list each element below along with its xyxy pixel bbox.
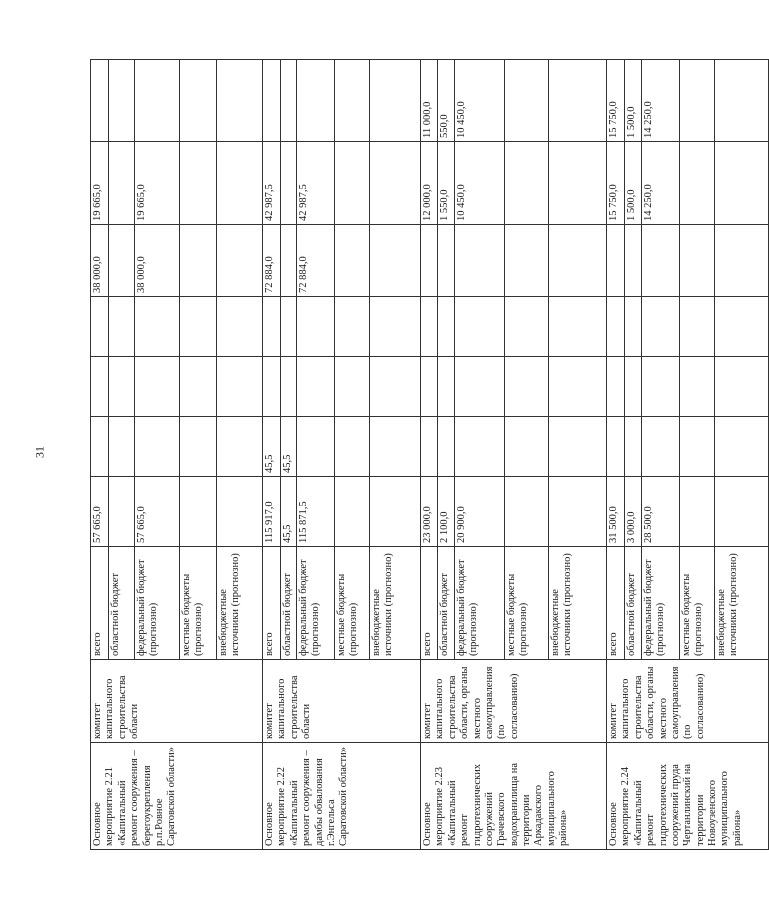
amount-cell — [297, 60, 335, 142]
amount-cell — [335, 142, 370, 225]
amount-cell — [180, 477, 217, 547]
amount-cell — [421, 297, 438, 357]
amount-cell — [180, 60, 217, 142]
source-cell: внебюджетные источники (прогнозно) — [715, 547, 769, 660]
amount-cell — [135, 60, 180, 142]
amount-cell — [297, 357, 335, 417]
amount-cell — [180, 142, 217, 225]
source-cell: всего — [263, 547, 281, 660]
rotated-table-wrapper — [90, 60, 743, 850]
amount-cell: 42 987,5 — [297, 142, 335, 225]
source-cell: областной бюджет — [281, 547, 297, 660]
amount-cell — [263, 297, 281, 357]
amount-cell: 14 250,0 — [642, 142, 680, 225]
amount-cell — [680, 225, 715, 297]
amount-cell: 115 917,0 — [263, 477, 281, 547]
amount-cell: 1 500,0 — [625, 60, 642, 142]
amount-cell — [505, 417, 549, 477]
amount-cell — [370, 142, 421, 225]
amount-cell — [217, 297, 263, 357]
amount-cell — [281, 357, 297, 417]
amount-cell: 57 665,0 — [91, 477, 109, 547]
amount-cell — [109, 417, 135, 477]
amount-cell — [335, 417, 370, 477]
source-cell: внебюджетные источники (прогнозно) — [549, 547, 607, 660]
amount-cell — [642, 357, 680, 417]
amount-cell — [217, 142, 263, 225]
source-cell: внебюджетные источники (прогнозно) — [370, 547, 421, 660]
amount-cell — [607, 357, 625, 417]
amount-cell — [505, 297, 549, 357]
amount-cell — [421, 225, 438, 297]
amount-cell: 11 000,0 — [421, 60, 438, 142]
amount-cell: 57 665,0 — [135, 477, 180, 547]
amount-cell — [109, 297, 135, 357]
amount-cell — [438, 357, 455, 417]
table-row — [91, 60, 109, 850]
amount-cell: 28 500,0 — [642, 477, 680, 547]
amount-cell — [109, 225, 135, 297]
amount-cell — [91, 297, 109, 357]
amount-cell — [455, 417, 505, 477]
amount-cell: 19 665,0 — [91, 142, 109, 225]
amount-cell — [281, 60, 297, 142]
amount-cell — [715, 417, 769, 477]
source-cell: федеральный бюджет (прогнозно) — [135, 547, 180, 660]
amount-cell — [715, 142, 769, 225]
amount-cell — [715, 297, 769, 357]
amount-cell — [109, 477, 135, 547]
amount-cell — [607, 225, 625, 297]
amount-cell: 12 000,0 — [421, 142, 438, 225]
event-cell: Основное мероприятие 2.23 «Капитальный ремонт гидротехнических сооружений Грачевского водохранилища на территории Аркадакского муниципального района» — [421, 743, 607, 850]
amount-cell — [370, 225, 421, 297]
amount-cell — [505, 142, 549, 225]
source-cell: всего — [421, 547, 438, 660]
amount-cell: 20 900,0 — [455, 477, 505, 547]
amount-cell: 1 500,0 — [625, 142, 642, 225]
executor-cell: комитет капитального строительства области — [91, 660, 263, 743]
amount-cell: 3 000,0 — [625, 477, 642, 547]
amount-cell — [335, 225, 370, 297]
amount-cell — [421, 417, 438, 477]
amount-cell — [281, 142, 297, 225]
amount-cell — [680, 297, 715, 357]
amount-cell — [335, 357, 370, 417]
amount-cell — [549, 60, 607, 142]
executor-cell: комитет капитального строительства области, органы местного самоуправления (по согласованию) — [607, 660, 769, 743]
amount-cell: 15 750,0 — [607, 60, 625, 142]
amount-cell — [335, 60, 370, 142]
amount-cell — [625, 357, 642, 417]
amount-cell — [217, 477, 263, 547]
amount-cell — [438, 297, 455, 357]
amount-cell — [109, 60, 135, 142]
source-cell: федеральный бюджет (прогнозно) — [455, 547, 505, 660]
amount-cell — [370, 297, 421, 357]
amount-cell — [91, 357, 109, 417]
source-cell: федеральный бюджет (прогнозно) — [297, 547, 335, 660]
amount-cell — [297, 417, 335, 477]
amount-cell — [455, 297, 505, 357]
amount-cell — [91, 60, 109, 142]
amount-cell — [263, 60, 281, 142]
amount-cell — [180, 357, 217, 417]
source-cell: местные бюджеты (прогнозно) — [335, 547, 370, 660]
amount-cell — [180, 297, 217, 357]
source-cell: всего — [91, 547, 109, 660]
amount-cell — [607, 417, 625, 477]
source-cell: местные бюджеты (прогнозно) — [505, 547, 549, 660]
amount-cell — [505, 225, 549, 297]
amount-cell — [335, 477, 370, 547]
amount-cell — [680, 477, 715, 547]
amount-cell — [642, 297, 680, 357]
table-row — [607, 60, 625, 850]
amount-cell — [455, 357, 505, 417]
amount-cell — [135, 357, 180, 417]
amount-cell — [438, 225, 455, 297]
amount-cell — [505, 60, 549, 142]
amount-cell: 45,5 — [263, 417, 281, 477]
source-cell: федеральный бюджет (прогнозно) — [642, 547, 680, 660]
amount-cell: 14 250,0 — [642, 60, 680, 142]
amount-cell — [91, 417, 109, 477]
executor-cell: комитет капитального строительства области — [263, 660, 421, 743]
amount-cell: 15 750,0 — [607, 142, 625, 225]
amount-cell — [715, 477, 769, 547]
amount-cell: 1 550,0 — [438, 142, 455, 225]
amount-cell: 10 450,0 — [455, 60, 505, 142]
amount-cell: 45,5 — [281, 417, 297, 477]
amount-cell — [625, 297, 642, 357]
amount-cell — [642, 225, 680, 297]
amount-cell — [263, 357, 281, 417]
amount-cell — [549, 417, 607, 477]
amount-cell — [549, 357, 607, 417]
event-cell: Основное мероприятие 2.21 «Капитальный ремонт сооружения – берегоукрепления р.п.Ровное Саратовской области» — [91, 743, 263, 850]
amount-cell — [180, 225, 217, 297]
amount-cell — [217, 225, 263, 297]
amount-cell — [642, 417, 680, 477]
amount-cell — [370, 357, 421, 417]
amount-cell — [109, 357, 135, 417]
amount-cell — [680, 142, 715, 225]
amount-cell — [370, 417, 421, 477]
amount-cell — [680, 357, 715, 417]
event-cell: Основное мероприятие 2.24 «Капитальный ремонт гидротехнических сооружений пруда Чертанлинский на территории Новоузенского муниципального района» — [607, 743, 769, 850]
amount-cell — [421, 357, 438, 417]
amount-cell — [281, 297, 297, 357]
amount-cell: 38 000,0 — [91, 225, 109, 297]
amount-cell — [505, 357, 549, 417]
amount-cell: 45,5 — [281, 477, 297, 547]
amount-cell: 19 665,0 — [135, 142, 180, 225]
amount-cell — [549, 142, 607, 225]
source-cell: всего — [607, 547, 625, 660]
amount-cell: 115 871,5 — [297, 477, 335, 547]
amount-cell: 2 100,0 — [438, 477, 455, 547]
amount-cell — [625, 417, 642, 477]
table-row — [421, 60, 438, 850]
amount-cell — [217, 60, 263, 142]
page-number: 31 — [32, 446, 47, 458]
amount-cell — [715, 60, 769, 142]
amount-cell: 38 000,0 — [135, 225, 180, 297]
amount-cell — [549, 297, 607, 357]
amount-cell — [455, 225, 505, 297]
amount-cell — [109, 142, 135, 225]
amount-cell — [607, 297, 625, 357]
amount-cell: 10 450,0 — [455, 142, 505, 225]
source-cell: областной бюджет — [438, 547, 455, 660]
source-cell: областной бюджет — [109, 547, 135, 660]
amount-cell — [135, 297, 180, 357]
amount-cell — [438, 417, 455, 477]
source-cell: местные бюджеты (прогнозно) — [180, 547, 217, 660]
amount-cell: 72 884,0 — [263, 225, 281, 297]
amount-cell — [135, 417, 180, 477]
amount-cell — [281, 225, 297, 297]
amount-cell: 31 500,0 — [607, 477, 625, 547]
amount-cell — [715, 225, 769, 297]
amount-cell — [715, 357, 769, 417]
amount-cell — [549, 225, 607, 297]
amount-cell — [680, 60, 715, 142]
amount-cell — [180, 417, 217, 477]
amount-cell — [549, 477, 607, 547]
amount-cell: 42 987,5 — [263, 142, 281, 225]
amount-cell — [680, 417, 715, 477]
source-cell: областной бюджет — [625, 547, 642, 660]
amount-cell — [625, 225, 642, 297]
amount-cell — [335, 297, 370, 357]
event-cell: Основное мероприятие 2.22 «Капитальный ремонт сооружения – дамбы обвалования г.Энгельса Саратовской области» — [263, 743, 421, 850]
amount-cell — [217, 357, 263, 417]
amount-cell — [370, 60, 421, 142]
amount-cell: 550,0 — [438, 60, 455, 142]
amount-cell — [217, 417, 263, 477]
amount-cell — [505, 477, 549, 547]
source-cell: внебюджетные источники (прогнозно) — [217, 547, 263, 660]
source-cell: местные бюджеты (прогнозно) — [680, 547, 715, 660]
amount-cell: 72 884,0 — [297, 225, 335, 297]
executor-cell: комитет капитального строительства области, органы местного самоуправления (по согласованию) — [421, 660, 607, 743]
budget-table — [90, 59, 769, 850]
amount-cell — [370, 477, 421, 547]
amount-cell — [297, 297, 335, 357]
amount-cell: 23 000,0 — [421, 477, 438, 547]
table-row — [263, 60, 281, 850]
